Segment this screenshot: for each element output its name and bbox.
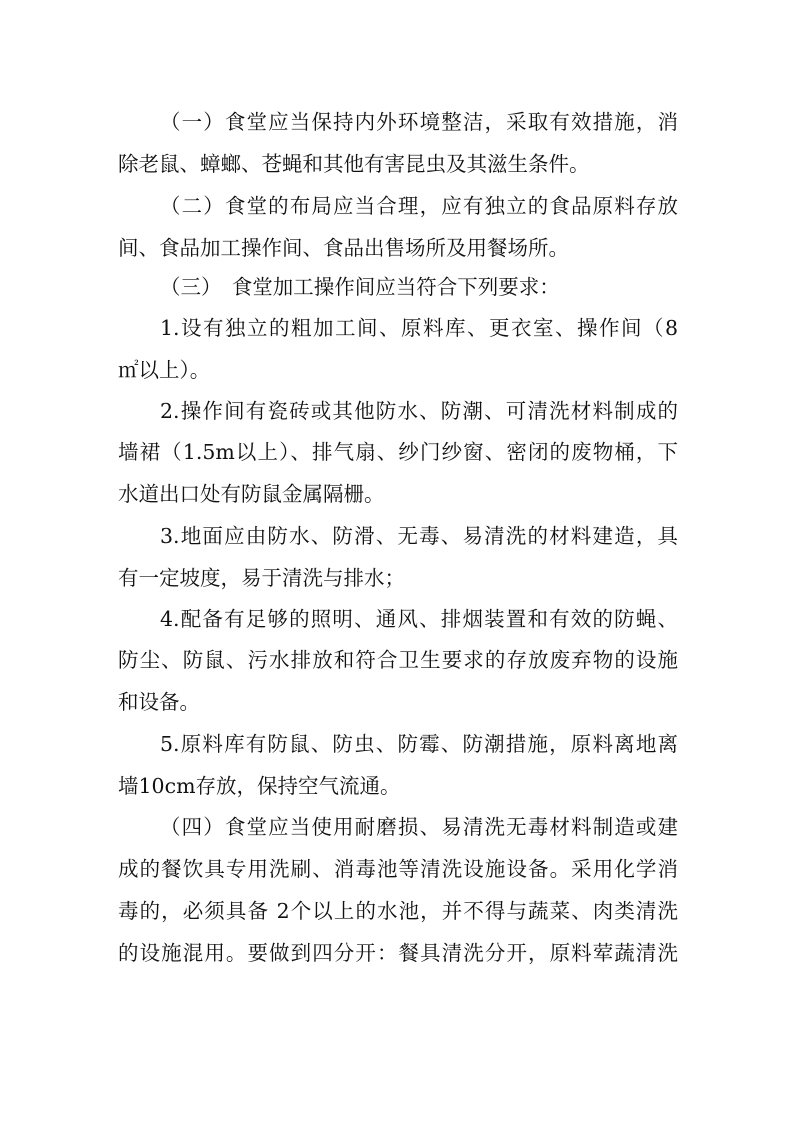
paragraph-4-line-3: 毒的，必须具备 2个以上的水池，并不得与蔬菜、肉类清洗 (118, 899, 678, 923)
item-2-line-1: 2.操作间有瓷砖或其他防水、防潮、可清洗材料制成的 (160, 399, 678, 423)
item-4-line-1: 4.配备有足够的照明、通风、排烟装置和有效的防蝇、 (160, 607, 678, 631)
paragraph-3-line-1: （三） 食堂加工操作间应当符合下列要求： (160, 275, 560, 299)
paragraph-4-line-4: 的设施混用。要做到四分开：餐具清洗分开，原料荤蔬清洗 (118, 941, 678, 965)
item-2-line-2: 墙裙（1.5m以上）、排气扇、纱门纱窗、密闭的废物桶，下 (118, 440, 678, 464)
paragraph-2-line-1: （二）食堂的布局应当合理，应有独立的食品原料存放 (160, 194, 678, 218)
paragraph-1-line-2: 除老鼠、蟑螂、苍蝇和其他有害昆虫及其滋生条件。 (118, 152, 590, 176)
item-3-line-2: 有一定坡度，易于清洗与排水； (118, 566, 405, 590)
item-2-line-3: 水道出口处有防鼠金属隔栅。 (118, 482, 385, 506)
paragraph-2-line-2: 间、食品加工操作间、食品出售场所及用餐场所。 (118, 236, 569, 260)
paragraph-4-line-1: （四）食堂应当使用耐磨损、易清洗无毒材料制造或建 (160, 815, 678, 839)
item-1-line-1: 1.设有独立的粗加工间、原料库、更衣室、操作间（8 (160, 316, 678, 340)
item-3-line-1: 3.地面应由防水、防滑、无毒、易清洗的材料建造，具 (160, 524, 678, 548)
paragraph-1-line-1: （一）食堂应当保持内外环境整洁，采取有效措施，消 (160, 110, 678, 134)
item-4-line-3: 和设备。 (118, 690, 200, 714)
item-5-line-1: 5.原料库有防鼠、防虫、防霉、防潮措施，原料离地离 (160, 732, 678, 756)
item-4-line-2: 防尘、防鼠、污水排放和符合卫生要求的存放废弃物的设施 (118, 648, 678, 672)
paragraph-4-line-2: 成的餐饮具专用洗刷、消毒池等清洗设施设备。采用化学消 (118, 857, 678, 881)
item-1-line-2: ㎡以上）。 (118, 358, 211, 382)
item-5-line-2: 墙10cm存放，保持空气流通。 (118, 774, 401, 798)
